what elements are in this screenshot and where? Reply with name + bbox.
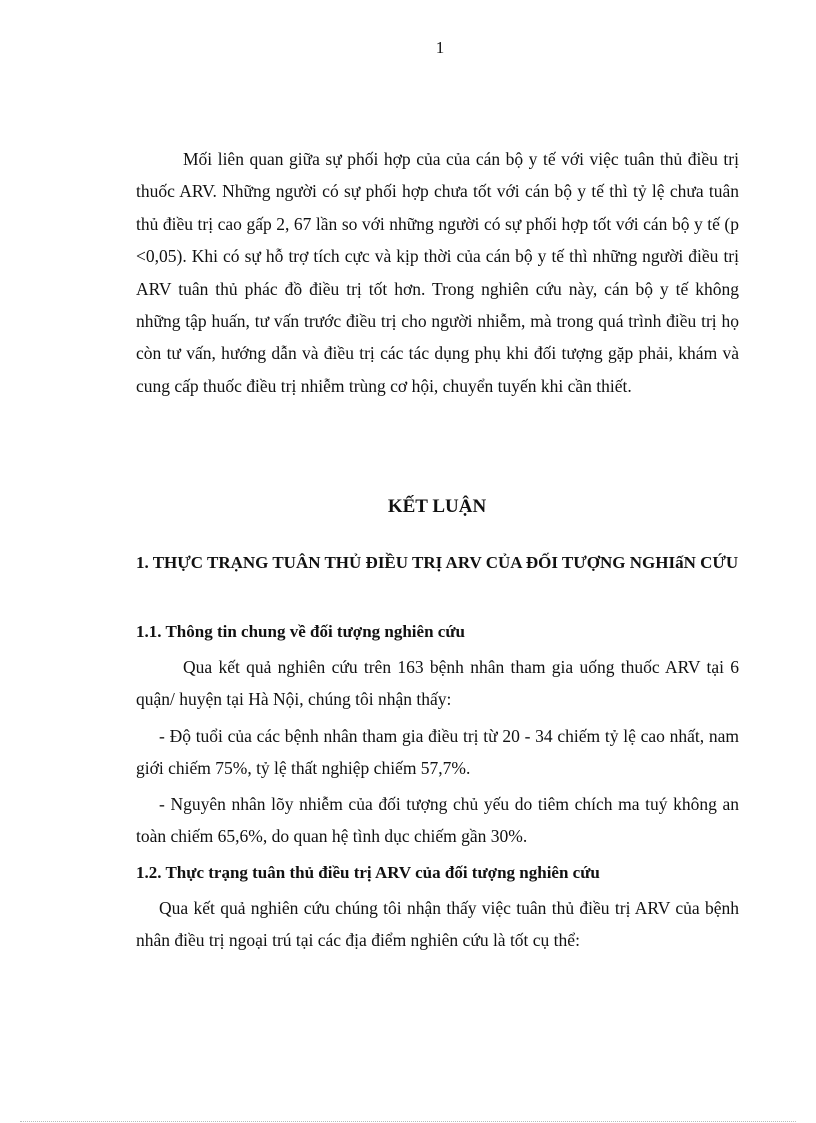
subsection-1-1-paragraph: Qua kết quả nghiên cứu trên 163 bệnh nhân tham gia uống thuốc ARV tại 6 quận/ huyện tại Hà Nội, chúng tôi nhận thấy: [136, 657, 739, 710]
subsection-1-2-paragraph: Qua kết quả nghiên cứu chúng tôi nhận thấy việc tuân thủ điều trị ARV của bệnh nhân điều trị ngoại trú tại các địa điểm nghiên cứu là tốt cụ thể: [136, 898, 739, 951]
bullet-infection-cause: - Nguyên nhân lõy nhiễm của đối tượng chủ yếu do tiêm chích ma tuý không an toàn chiếm 65,6%, do quan hệ tình dục chiếm gần 30%. [136, 794, 739, 847]
subsection-1-2-heading: 1.2. Thực trạng tuân thủ điều trị ARV của đối tượng nghiên cứu [136, 863, 600, 882]
intro-paragraph: Mối liên quan giữa sự phối hợp của của cán bộ y tế với việc tuân thủ điều trị thuốc ARV. Những người có sự phối hợp chưa tốt với cán bộ y tế thì tỷ lệ chưa tuân thủ điều trị cao gấp 2, 67 lần so với những người có sự phối hợp tốt với cán bộ y tế (p <0,05). Khi có sự hỗ trợ tích cực và kịp thời của cán bộ y tế thì những người điều trị ARV tuân thủ phác đồ điều trị tốt hơn. Trong nghiên cứu này, cán bộ y tế không những tập huấn, tư vấn trước điều trị cho người nhiễm, mà trong quá trình điều trị họ còn tư vấn, hướng dẫn và điều trị các tác dụng phụ khi đối tượng gặp phải, khám và cung cấp thuốc điều trị nhiễm trùng cơ hội, chuyển tuyến khi cần thiết. [136, 149, 739, 396]
conclusion-title: KẾT LUẬN [387, 496, 487, 517]
page-bottom-divider [20, 1121, 796, 1122]
bullet-age-distribution: - Độ tuổi của các bệnh nhân tham gia điều trị từ 20 - 34 chiếm tỷ lệ cao nhất, nam giới chiếm 75%, tỷ lệ thất nghiệp chiếm 57,7%. [136, 726, 739, 779]
page-number: 1 [435, 38, 445, 57]
section-1-heading: 1. THỰC TRẠNG TUÂN THỦ ĐIỀU TRỊ ARV CỦA ĐỐI TƯỢNG NGHIấN CỨU [136, 553, 739, 572]
subsection-1-1-heading: 1.1. Thông tin chung về đối tượng nghiên cứu [136, 622, 465, 641]
